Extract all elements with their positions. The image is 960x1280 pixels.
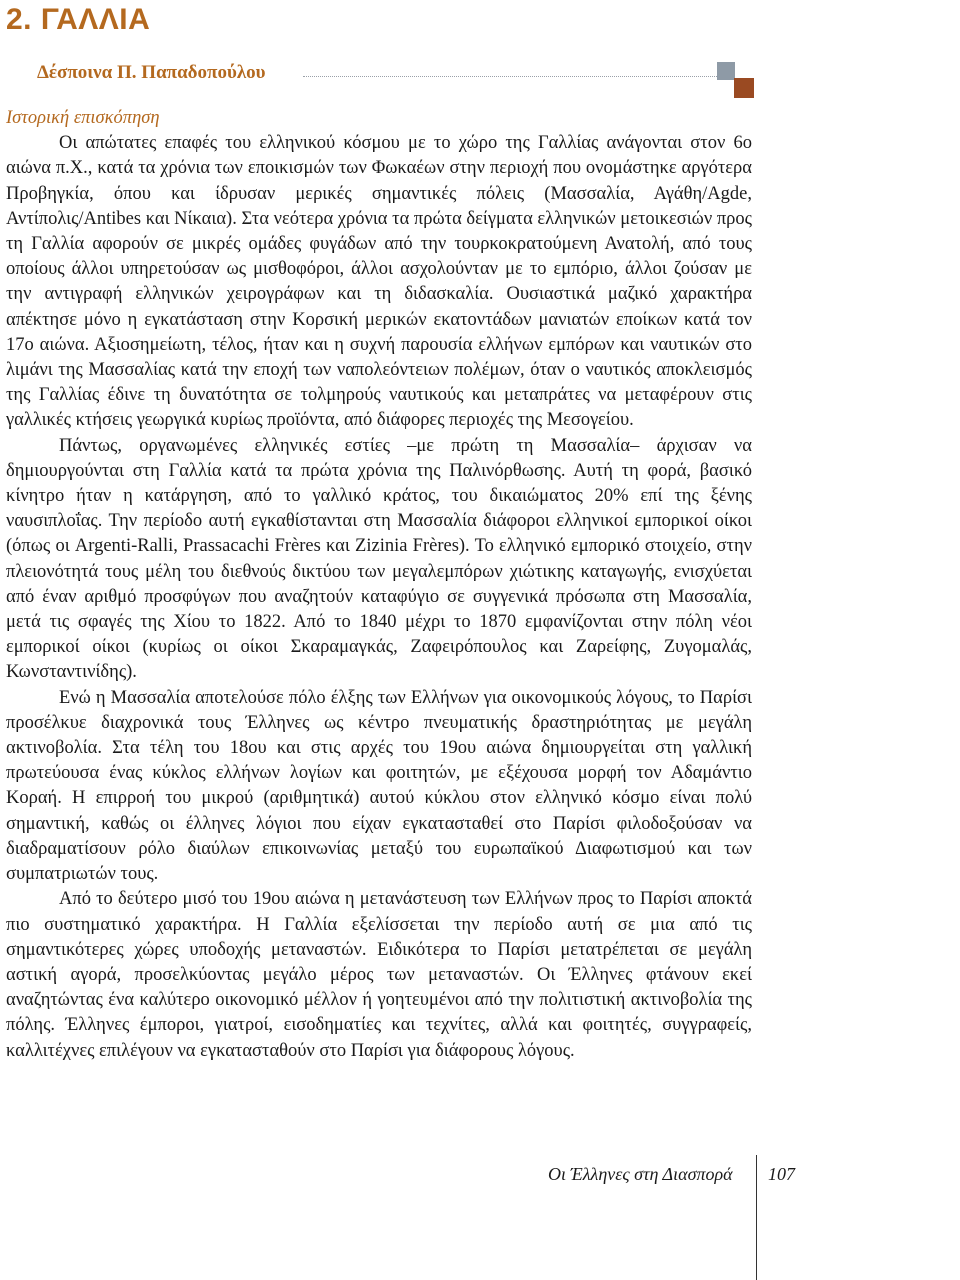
footer-divider <box>756 1155 757 1280</box>
paragraph-2: Πάντως, οργανωμένες ελληνικές εστίες –με πρώτη τη Μασσαλία– άρχισαν να δημιουργούνται στη Γαλλία κατά τα πρώτα χρόνια της Παλινόρθωσης. Αυτή τη φορά, βασικό κίνητρο ήταν η κατάργηση, από το γαλλικό κράτος, του δικαιώματος 20% επί της ξένης ναυσιπλοΐας. Την περίοδο αυτή εγκαθίστανται στη Μασσαλία διάφοροι ελληνικοί εμπορικοί οίκοι (όπως οι Argenti-Ralli, Prassacachi Frères και Zizinia Frères). Το ελληνικό εμπορικό στοιχείο, στην πλειονότητά τους μέλη του διεθνούς δικτύου των μεγαλεμπόρων χιώτικης καταγωγής, ενισχύεται από έναν αριθμό προσφύγων που αναζητούν καταφύγιο σε συγγενικά πρόσωπα στη Μασσαλία, μετά τις σφαγές της Χίου το 1822. Από το 1840 μέχρι το 1870 εμφανίζονται στην πόλη νέοι εμπορικοί οίκοι (κυρίως οι οίκοι Σκαραμαγκάς, Ζαφειρόπουλος και Ζαρείφης, Ζυγομαλάς, Κωνσταντινίδης). <box>6 435 752 683</box>
grey-square-ornament <box>717 62 735 80</box>
paragraph-1: Οι απώτατες επαφές του ελληνικού κόσμου με το χώρο της Γαλλίας ανάγονται στον 6ο αιώνα π.Χ., κατά τα χρόνια των εποικισμών των Φωκαέων στην περιοχή που ονομάστηκε αργότερα Προβηγκία, όπου και ίδρυσαν μερικές σημαντικές πόλεις (Μασσαλία, Αγάθη/Agde, Αντίπολις/Antibes και Νίκαια). Στα νεότερα χρόνια τα πρώτα δείγματα ελληνικών μετοικεσιών προς τη Γαλλία αφορούν σε μικρές ομάδες φυγάδων από την τουρκοκρατούμενη Ανατολή, από τους οποίους άλλοι υπηρετούσαν ως μισθοφόροι, άλλοι ασχολούνταν με το εμπόριο, άλλοι ζούσαν με την αντιγραφή ελληνικών χειρογράφων και τη διδασκαλία. Ουσιαστικά μαζικό χαρακτήρα απέκτησε μόνο η εγκατάσταση στην Κορσική μερικών εκατοντάδων μανιατών εποίκων κατά τον 17ο αιώνα. Αξιοσημείωτη, τέλος, ήταν και η συχνή παρουσία ελλήνων εμπόρων και ναυτικών στο λιμάνι της Μασσαλίας κατά την εποχή των ναπολεόντειων πολέμων, όταν ο ναυτικός αποκλεισμός της Γαλλίας έδινε τη δυνατότητα σε τολμηρούς ναυτικούς και μεταπράτες να μεταφέρουν στις γαλλικές κτήσεις γεωργικά κυρίως προϊόντα, από διάφορες περιοχές της Μεσογείου. <box>6 133 752 431</box>
paragraph-4: Από το δεύτερο μισό του 19ου αιώνα η μετανάστευση των Ελλήνων προς το Παρίσι αποκτά πιο συστηματικό χαρακτήρα. Η Γαλλία εξελίσσεται την περίοδο αυτή σε μια από τις σημαντικότερες χώρες υποδοχής μεταναστών. Ειδικότερα το Παρίσι μετατρέπεται σε μεγάλη αστική αγορά, προσελκύοντας μεγάλο μέρος των μεταναστών. Οι Έλληνες φτάνουν εκεί αναζητώντας ένα καλύτερο οικονομικό μέλλον ή γοητευμένοι από την πολιτιστική ακτινοβολία της πόλης. Έλληνες έμποροι, γιατροί, εισοδηματίες και τεχνίτες, αλλά και φοιτητές, συγγραφείς, καλλιτέχνες επιλέγουν να εγκατασταθούν στο Παρίσι για διάφορους λόγους. <box>6 889 752 1061</box>
chapter-title: 2. ΓΑΛΛΙΑ <box>6 3 151 36</box>
brown-square-ornament <box>734 78 754 98</box>
running-footer-title: Οι Έλληνες στη Διασπορά <box>548 1164 733 1184</box>
page-number: 107 <box>768 1164 795 1184</box>
article-body <box>6 106 752 1064</box>
section-heading: Ιστορική επισκόπηση <box>6 108 160 128</box>
dotted-leader-line <box>303 76 717 77</box>
author-name: Δέσποινα Π. Παπαδοπούλου <box>37 62 266 83</box>
paragraph-3: Ενώ η Μασσαλία αποτελούσε πόλο έλξης των Ελλήνων για οικονομικούς λόγους, το Παρίσι προσέλκυε διαχρονικά τους Έλληνες ως κέντρο πνευματικής δραστηριότητας με μεγάλη ακτινοβολία. Στα τέλη του 18ου και στις αρχές του 19ου αιώνα δημιουργείται στη γαλλική πρωτεύουσα ένας κύκλος ελλήνων λογίων και φοιτητών, με εξέχουσα μορφή τον Αδαμάντιο Κοραή. Η επιρροή του μικρού (αριθμητικά) αυτού κύκλου στον ελληνικό κόσμο είναι πολύ σημαντική, καθώς οι έλληνες λόγιοι που είχαν εγκατασταθεί στο Παρίσι φιλοδοξούσαν να διαδραματίσουν ρόλο διαύλων επικοινωνίας μεταξύ του ευρωπαϊκού Διαφωτισμού και των συμπατριωτών τους. <box>6 687 752 885</box>
author-row <box>37 60 757 104</box>
